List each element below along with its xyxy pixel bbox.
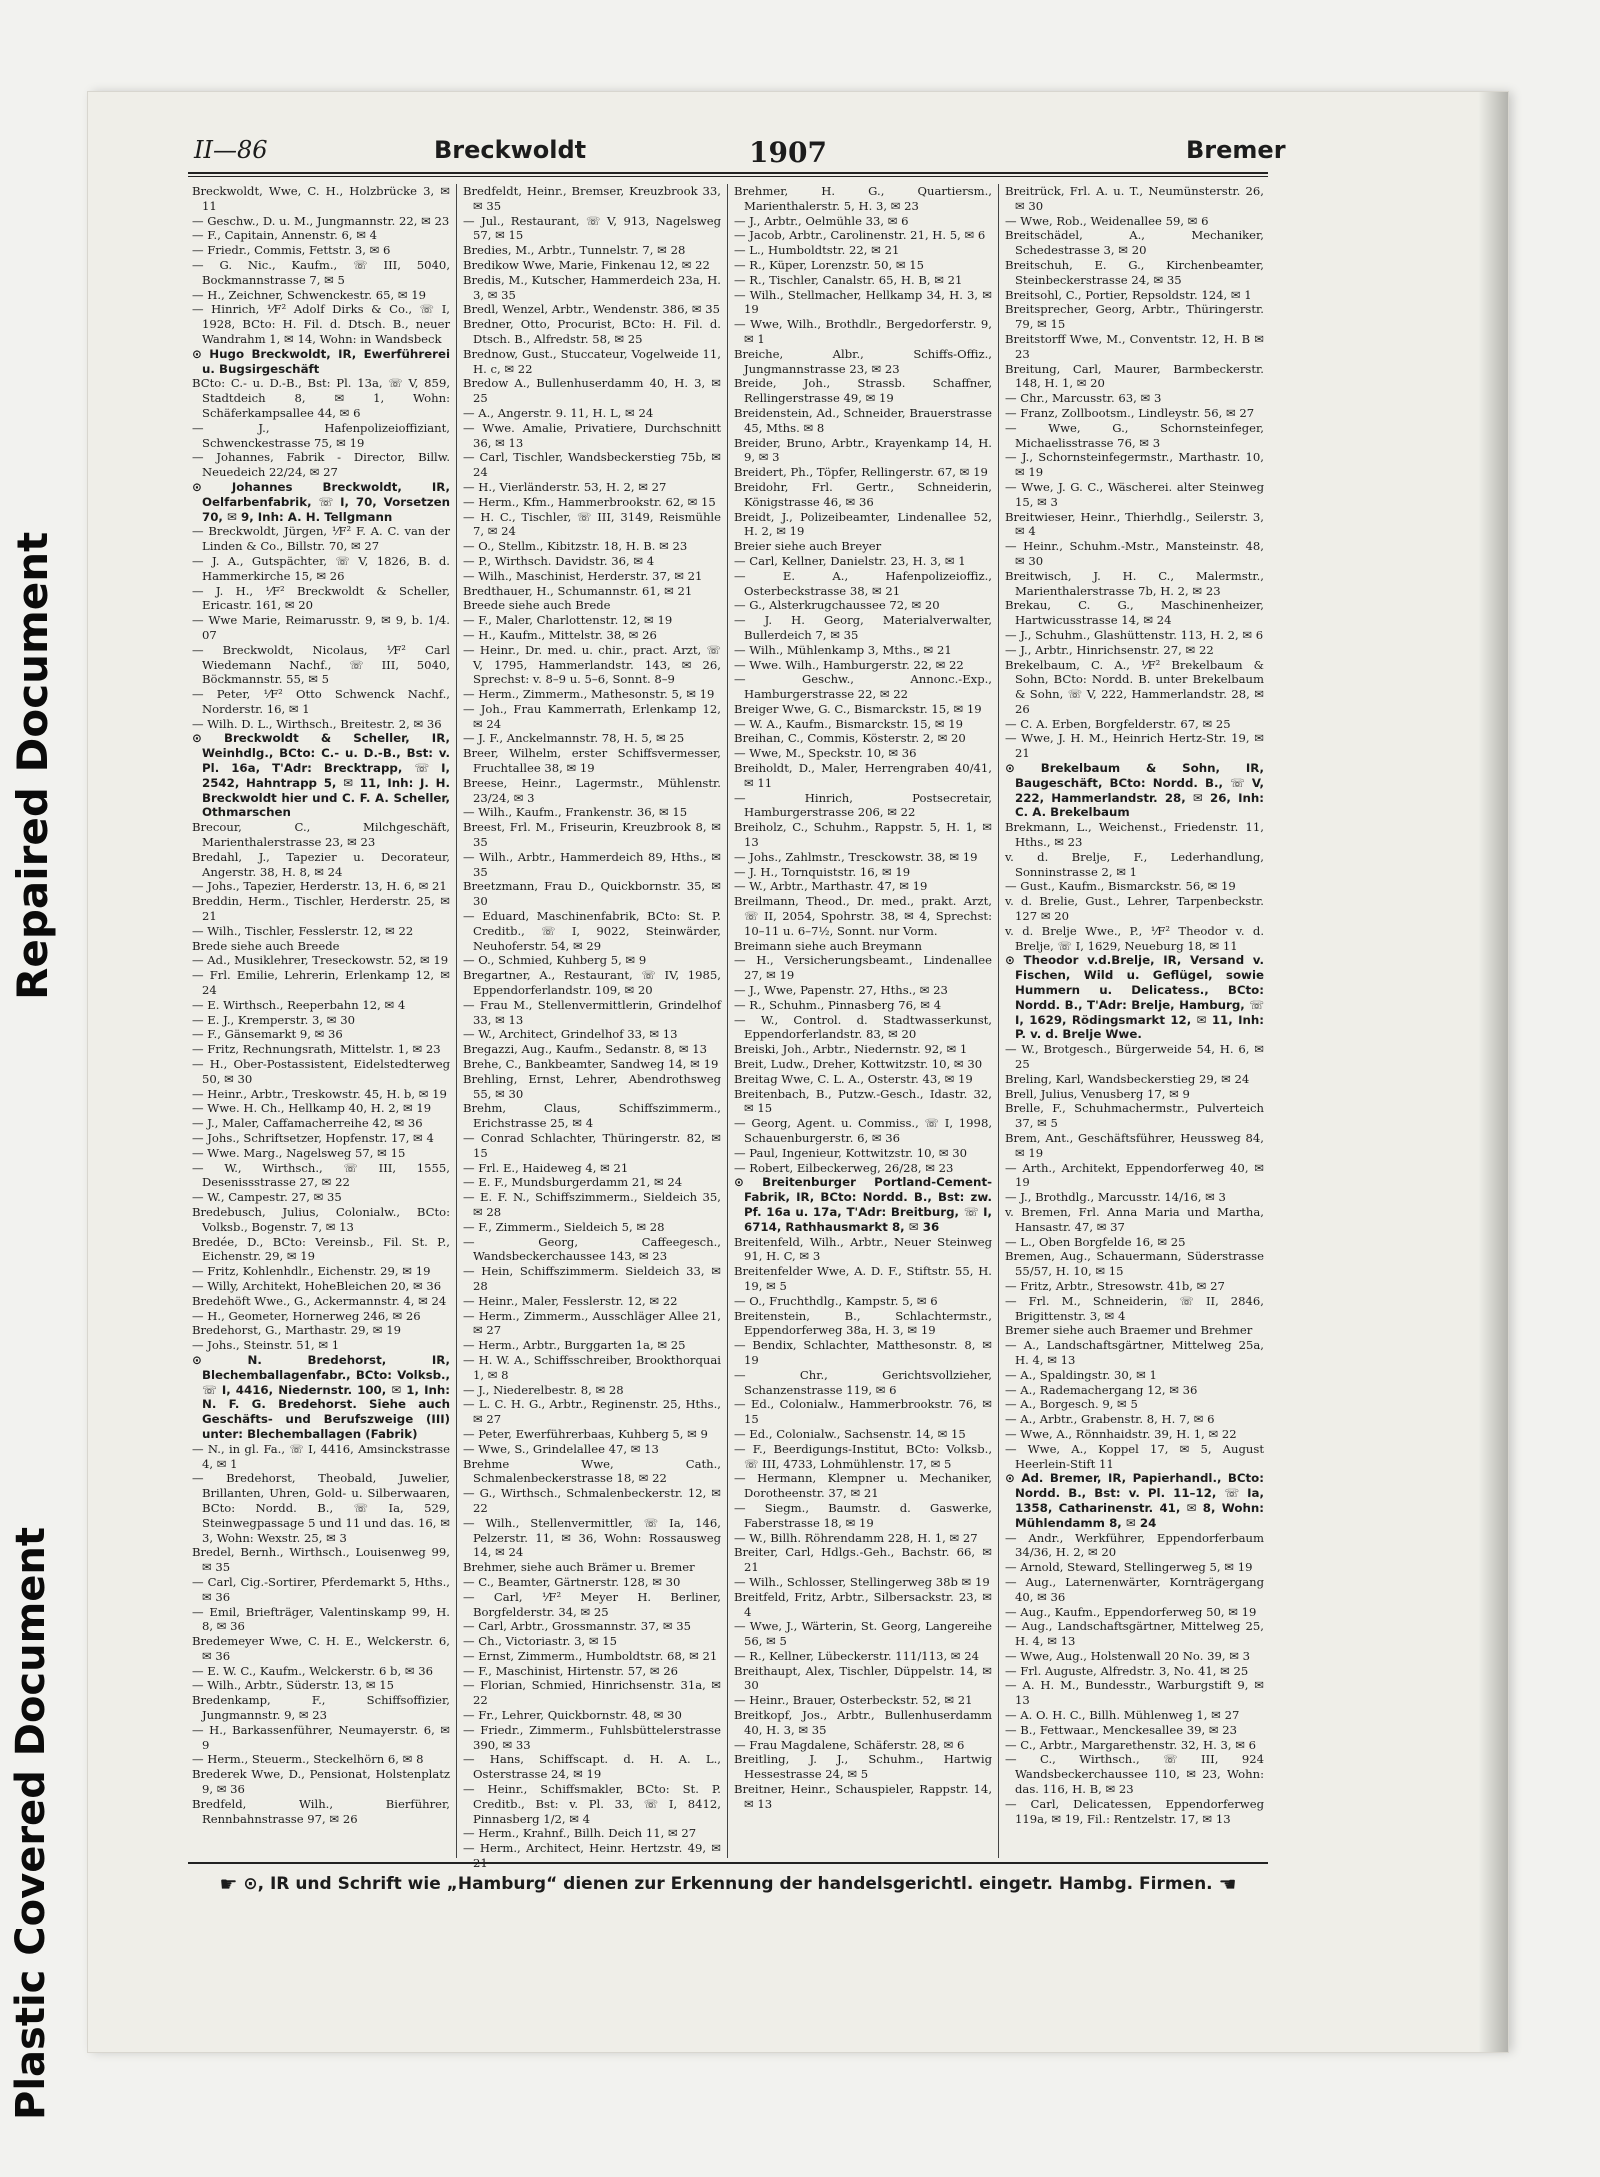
directory-entry: — Wwe, J. G. C., Wäscherei. alter Steinweg 15, ✉ 3 <box>1005 479 1264 509</box>
directory-entry: Bredée, D., BCto: Vereinsb., Fil. St. P., Eichenstr. 29, ✉ 19 <box>192 1234 450 1264</box>
directory-entry: v. d. Brelje, F., Lederhandlung, Sonninstrasse 2, ✉ 1 <box>1005 849 1264 879</box>
directory-entry: — Georg, Caffeegesch., Wandsbeckerchaussee 143, ✉ 23 <box>463 1234 721 1264</box>
directory-entry: — Wwe. Marg., Nagelsweg 57, ✉ 15 <box>192 1145 406 1160</box>
directory-entry: Bredl, Wenzel, Arbtr., Wendenstr. 386, ✉ 35 <box>463 302 721 317</box>
directory-entry: — E. Wirthsch., Reeperbahn 12, ✉ 4 <box>192 997 406 1012</box>
directory-entry: — Arnold, Steward, Stellingerweg 5, ✉ 19 <box>1005 1560 1253 1575</box>
directory-entry: — Wilh., Tischler, Fesslerstr. 12, ✉ 22 <box>192 923 414 938</box>
directory-entry: v. Bremen, Frl. Anna Maria und Martha, Hansastr. 47, ✉ 37 <box>1005 1204 1264 1234</box>
directory-entry: — H., Vierländerstr. 53, H. 2, ✉ 27 <box>463 479 667 494</box>
directory-entry: — Jacob, Arbtr., Carolinenstr. 21, H. 5, ✉ 6 <box>734 228 986 243</box>
directory-entry: Bredebusch, Julius, Colonialw., BCto: Volksb., Bogenstr. 7, ✉ 13 <box>192 1204 450 1234</box>
directory-entry: — Wwe Marie, Reimarusstr. 9, ✉ 9, b. 1/4. 07 <box>192 613 450 642</box>
directory-entry: — Conrad Schlachter, Thüringerstr. 82, ✉ 15 <box>463 1131 721 1160</box>
directory-entry: — Wwe, A., Koppel 17, ✉ 5, August Heerlein-Stift 11 <box>1005 1441 1264 1471</box>
directory-entry: — Herm., Kfm., Hammerbrookstr. 62, ✉ 15 <box>463 494 716 509</box>
directory-entry: — A., Angerstr. 9. 11, H. L, ✉ 24 <box>463 405 654 420</box>
directory-entry: — Wwe, Aug., Holstenwall 20 No. 39, ✉ 3 <box>1005 1648 1250 1663</box>
column-4 <box>999 184 1270 1858</box>
directory-entry: — Wwe, M., Speckstr. 10, ✉ 36 <box>734 746 917 761</box>
footer-rule <box>188 1862 1268 1864</box>
directory-entry: — Herm., Steuerm., Steckelhörn 6, ✉ 8 <box>192 1752 424 1767</box>
directory-entry: — Aug., Kaufm., Eppendorferweg 50, ✉ 19 <box>1005 1604 1257 1619</box>
directory-entry: v. d. Brelie, Gust., Lehrer, Tarpenbeckstr. 127 ✉ 20 <box>1005 894 1264 924</box>
directory-entry: — Wwe, G., Schornsteinfeger, Michaelisstrasse 76, ✉ 3 <box>1005 420 1264 450</box>
directory-entry: — J., Schuhm., Glashüttenstr. 113, H. 2, ✉ 6 <box>1005 627 1264 642</box>
directory-entry: — Fritz, Kohlenhdlr., Eichenstr. 29, ✉ 19 <box>192 1264 431 1279</box>
directory-entry: Brehmer, siehe auch Brämer u. Bremer <box>463 1560 695 1575</box>
directory-entry: — Herm., Zimmerm., Mathesonstr. 5, ✉ 19 <box>463 687 715 702</box>
directory-entry: — C., Wirthsch., ☏ III, 924 Wandsbeckerchaussee 110, ✉ 23, Wohn: das. 116, H. B, ✉ 23 <box>1005 1752 1264 1797</box>
directory-entry: — J. H., ⅟F² Breckwoldt & Scheller, Ericastr. 161, ✉ 20 <box>192 583 450 613</box>
directory-entry: — Wilh., Mühlenkamp 3, Mths., ✉ 21 <box>734 642 952 657</box>
directory-entry: — R., Kellner, Lübeckerstr. 111/113, ✉ 24 <box>734 1648 979 1663</box>
directory-entry: — Geschw., D. u. M., Jungmannstr. 22, ✉ 23 <box>192 213 450 228</box>
directory-entry: — Johs., Zahlmstr., Tresckowstr. 38, ✉ 19 <box>734 849 978 864</box>
directory-entry: — E. J., Kremperstr. 3, ✉ 30 <box>192 1012 355 1027</box>
directory-entry: — P., Wirthsch. Davidstr. 36, ✉ 4 <box>463 553 655 568</box>
directory-entry: — Ed., Colonialw., Sachsenstr. 14, ✉ 15 <box>734 1426 966 1441</box>
pointing-hand-left-icon: ☚ <box>1218 1872 1237 1896</box>
directory-entry: — J., Hafenpolizeioffiziant, Schwenckestrasse 75, ✉ 19 <box>192 420 450 450</box>
directory-entry: — Frl. E., Haideweg 4, ✉ 21 <box>463 1160 629 1175</box>
directory-entry: Brehm, Claus, Schiffszimmerm., Erichstrasse 25, ✉ 4 <box>463 1101 721 1131</box>
directory-entry: Breider, Bruno, Arbtr., Krayenkamp 14, H. 9, ✉ 3 <box>734 435 992 465</box>
directory-entry: — J., Maler, Caffamacherreihe 42, ✉ 36 <box>192 1116 423 1131</box>
directory-entry: — Wilh., Kaufm., Frankenstr. 36, ✉ 15 <box>463 805 688 820</box>
directory-entry: — Wilh., Schlosser, Stellingerweg 38b ✉ 19 <box>734 1574 990 1589</box>
directory-entry: — Carl, Delicatessen, Eppendorferweg 119a, ✉ 19, Fil.: Rentzelstr. 17, ✉ 13 <box>1005 1796 1264 1826</box>
directory-entry: — Carl, Cig.-Sortirer, Pferdemarkt 5, Hths., ✉ 36 <box>192 1574 450 1604</box>
directory-entry: — J., Schornsteinfegermstr., Marthastr. 10, ✉ 19 <box>1005 450 1264 480</box>
directory-entry: Bredfeldt, Heinr., Bremser, Kreuzbrook 33, ✉ 35 <box>463 184 721 213</box>
directory-entry: Breddin, Herm., Tischler, Herderstr. 25, ✉ 21 <box>192 894 450 924</box>
header-last-name: Bremer <box>1186 136 1286 164</box>
directory-entry: — J., Arbtr., Hinrichsenstr. 27, ✉ 22 <box>1005 642 1214 657</box>
directory-entry: — Wwe. Wilh., Hamburgerstr. 22, ✉ 22 <box>734 657 964 672</box>
directory-entry: — Johs., Steinstr. 51, ✉ 1 <box>192 1338 340 1353</box>
directory-entry: — Heinr., Maler, Fesslerstr. 12, ✉ 22 <box>463 1293 678 1308</box>
directory-entry: ⊙ Breitenburger Portland-Cement-Fabrik, IR, BCto: Nordd. B., Bst: zw. Pf. 16a u. 17a, T'Adr: Breitburg, ☏ I, 6714, Rathhausmarkt 8, ✉ 36 <box>734 1175 992 1234</box>
directory-entry: Brell, Julius, Venusberg 17, ✉ 9 <box>1005 1086 1190 1101</box>
directory-entry: — Wilh., Stellmacher, Hellkamp 34, H. 3, ✉ 19 <box>734 287 992 317</box>
directory-entry: — Wwe, A., Rönnhaidstr. 39, H. 1, ✉ 22 <box>1005 1426 1237 1441</box>
directory-entry: Breitenfeld, Wilh., Arbtr., Neuer Steinweg 91, H. C, ✉ 3 <box>734 1234 992 1264</box>
directory-entry: Breitwisch, J. H. C., Malermstr., Marienthalerstrasse 7b, H. 2, ✉ 23 <box>1005 568 1264 598</box>
directory-entry: — Chr., Gerichtsvollzieher, Schanzenstrasse 119, ✉ 6 <box>734 1367 992 1397</box>
directory-entry: Breimann siehe auch Breymann <box>734 938 923 953</box>
directory-entry: Breitkopf, Jos., Arbtr., Bullenhuserdamm 40, H. 3, ✉ 35 <box>734 1708 992 1737</box>
directory-entry: ⊙ Hugo Breckwoldt, IR, Ewerführerei u. Bugsirgeschäft <box>192 346 450 376</box>
directory-entry: — Bredehorst, Theobald, Juwelier, Brillanten, Uhren, Gold- u. Silberwaaren, BCto: Nordd. B., ☏ Ia, 529, Steinwegpassage 5 und 11 und das. 16, ✉ 3, Wohn: Wexstr. 25, ✉ 3 <box>192 1471 450 1545</box>
directory-entry: — Friedr., Commis, Fettstr. 3, ✉ 6 <box>192 243 391 258</box>
directory-entry: ⊙ Brekelbaum & Sohn, IR, Baugeschäft, BCto: Nordd. B., ☏ V, 222, Hammerlandstr. 28, ✉ 26, Inh: C. A. Brekelbaum <box>1005 761 1264 820</box>
directory-entry: — H., Barkassenführer, Neumayerstr. 6, ✉ 9 <box>192 1722 450 1752</box>
directory-entry: — Heinr., Brauer, Osterbeckstr. 52, ✉ 21 <box>734 1693 973 1708</box>
directory-entry: — F., Gänsemarkt 9, ✉ 36 <box>192 1027 343 1042</box>
directory-entry: Breckwoldt, Wwe, C. H., Holzbrücke 3, ✉ 11 <box>192 184 450 213</box>
directory-entry: Bredis, M., Kutscher, Hammerdeich 23a, H. 3, ✉ 35 <box>463 272 721 302</box>
directory-entry: — Frau Magdalene, Schäferstr. 28, ✉ 6 <box>734 1737 965 1752</box>
directory-entry: Bremen, Aug., Schauermann, Süderstrasse 55/57, H. 10, ✉ 15 <box>1005 1249 1264 1279</box>
directory-entry: — A. H. M., Bundesstr., Warburgstift 9, ✉ 13 <box>1005 1678 1264 1708</box>
directory-entry: Breitag Wwe, C. L. A., Osterstr. 43, ✉ 19 <box>734 1071 973 1086</box>
directory-entry: — Hinrich, Postsecretair, Hamburgerstrasse 206, ✉ 22 <box>734 790 992 820</box>
directory-entry: — Hinrich, ⅟F² Adolf Dirks & Co., ☏ I, 1928, BCto: H. Fil. d. Dtsch. B., neuer Wandrahm 1, ✉ 14, Wohn: in Wandsbeck <box>192 302 450 346</box>
directory-entry: — A., Borgesch. 9, ✉ 5 <box>1005 1397 1138 1412</box>
header-rule <box>188 172 1268 174</box>
directory-entry: — Fritz, Arbtr., Stresowstr. 41b, ✉ 27 <box>1005 1278 1225 1293</box>
directory-entry: — W., Arbtr., Marthastr. 47, ✉ 19 <box>734 879 928 894</box>
directory-entry: Bredow A., Bullenhuserdamm 40, H. 3, ✉ 25 <box>463 376 721 406</box>
directory-entry: Breiski, Joh., Arbtr., Niedernstr. 92, ✉ 1 <box>734 1042 968 1057</box>
directory-entry: BCto: C.- u. D.-B., Bst: Pl. 13a, ☏ V, 859, Stadtdeich 8, ✉ 1, Wohn: Schäferkampsallee 44, ✉ 6 <box>192 376 450 420</box>
directory-entry: Breest, Frl. M., Friseurin, Kreuzbrook 8, ✉ 35 <box>463 820 721 850</box>
directory-entry: — J., Niederelbestr. 8, ✉ 28 <box>463 1382 624 1397</box>
directory-entry: — L., Humboldtstr. 22, ✉ 21 <box>734 243 900 258</box>
directory-entry: — Wilh., Arbtr., Süderstr. 13, ✉ 15 <box>192 1678 395 1693</box>
directory-entry: ⊙ Johannes Breckwoldt, IR, Oelfarbenfabrik, ☏ I, 70, Vorsetzen 70, ✉ 9, Inh: A. H. Tellgmann <box>192 479 450 524</box>
directory-entry: — H., Versicherungsbeamt., Lindenallee 27, ✉ 19 <box>734 953 992 983</box>
directory-entry: — G., Wirthsch., Schmalenbeckerstr. 12, ✉ 22 <box>463 1486 721 1515</box>
directory-entry: Brehe, C., Bankbeamter, Sandweg 14, ✉ 19 <box>463 1057 719 1072</box>
directory-entry: — Peter, ⅟F² Otto Schwenck Nachf., Norderstr. 16, ✉ 1 <box>192 687 450 716</box>
directory-entry: — Geschw., Annonc.-Exp., Hamburgerstrasse 22, ✉ 22 <box>734 672 992 702</box>
directory-entry: — Wilh., Arbtr., Hammerdeich 89, Hths., ✉ 35 <box>463 849 721 879</box>
directory-entry: — Heinr., Dr. med. u. chir., pract. Arzt, ☏ V, 1795, Hammerlandstr. 143, ✉ 26, Sprechst: v. 8–9 u. 5–6, Sonnt. 8–9 <box>463 642 721 687</box>
directory-entry: Breiter, Carl, Hdlgs.-Geh., Bachstr. 66, ✉ 21 <box>734 1545 992 1575</box>
directory-entry: — G., Alsterkrugchaussee 72, ✉ 20 <box>734 598 940 613</box>
directory-entry: — Breckwoldt, Jürgen, ⅟F² F. A. C. van der Linden & Co., Billstr. 70, ✉ 27 <box>192 524 450 554</box>
directory-entry: Breitner, Heinr., Schauspieler, Rappstr. 14, ✉ 13 <box>734 1782 992 1811</box>
directory-entry: — Gust., Kaufm., Bismarckstr. 56, ✉ 19 <box>1005 879 1236 894</box>
directory-entry: ⊙ Ad. Bremer, IR, Papierhandl., BCto: Nordd. B., Bst: v. Pl. 11–12, ☏ Ia, 1358, Catharinenstr. 41, ✉ 8, Wohn: Mühlendamm 8, ✉ 24 <box>1005 1471 1264 1530</box>
directory-entry: Bregazzi, Aug., Kaufm., Sedanstr. 8, ✉ 13 <box>463 1042 708 1057</box>
directory-entry: — Peter, Ewerführerbaas, Kuhberg 5, ✉ 9 <box>463 1426 708 1441</box>
directory-entry: — A., Landschaftsgärtner, Mittelweg 25a, H. 4, ✉ 13 <box>1005 1338 1264 1367</box>
directory-entry: Breidenstein, Ad., Schneider, Brauerstrasse 45, Mths. ✉ 8 <box>734 405 992 435</box>
directory-entry: — L. C. H. G., Arbtr., Reginenstr. 25, Hths., ✉ 27 <box>463 1397 721 1427</box>
directory-entry: — Wwe, S., Grindelallee 47, ✉ 13 <box>463 1441 659 1456</box>
directory-entry: — Wwe, Rob., Weidenallee 59, ✉ 6 <box>1005 213 1209 228</box>
directory-entry: — F., Capitain, Annenstr. 6, ✉ 4 <box>192 228 378 243</box>
directory-entry: — Aug., Landschaftsgärtner, Mittelweg 25, H. 4, ✉ 13 <box>1005 1619 1264 1649</box>
directory-entry: — Carl, Kellner, Danielstr. 23, H. 3, ✉ 1 <box>734 553 966 568</box>
directory-entry: — Fritz, Rechnungsrath, Mittelstr. 1, ✉ 23 <box>192 1042 441 1057</box>
directory-entry: — A., Arbtr., Grabenstr. 8, H. 7, ✉ 6 <box>1005 1412 1215 1427</box>
directory-entry: v. d. Brelje Wwe., P., ⅟F² Theodor v. d. Brelje, ☏ I, 1629, Neueburg 18, ✉ 11 <box>1005 923 1264 953</box>
repaired-document-label: Repaired Document <box>8 531 57 1000</box>
directory-entry: — H. C., Tischler, ☏ III, 3149, Reismühle 7, ✉ 24 <box>463 509 721 539</box>
directory-entry: — J., Arbtr., Oelmühle 33, ✉ 6 <box>734 213 909 228</box>
directory-entry: Brekelbaum, C. A., ⅟F² Brekelbaum & Sohn, BCto: Nordd. B. unter Brekelbaum & Sohn, ☏ V, 222, Hammerlandstr. 28, ✉ 26 <box>1005 657 1264 716</box>
directory-entry: Breithaupt, Alex, Tischler, Düppelstr. 14, ✉ 30 <box>734 1663 992 1693</box>
directory-entry: — J., Brothdlg., Marcusstr. 14/16, ✉ 3 <box>1005 1190 1226 1205</box>
directory-entry: — Friedr., Zimmerm., Fuhlsbüttelerstrasse 390, ✉ 33 <box>463 1722 721 1752</box>
directory-entry: Bredahl, J., Tapezier u. Decorateur, Angerstr. 38, H. 8, ✉ 24 <box>192 849 450 879</box>
column-3 <box>728 184 999 1858</box>
header-rule-thin <box>188 176 1268 177</box>
directory-entry: — Heinr., Arbtr., Treskowstr. 45, H. b, ✉ 19 <box>192 1086 447 1101</box>
directory-entry: — Johs., Tapezier, Herderstr. 13, H. 6, ✉ 21 <box>192 879 447 894</box>
directory-entry: — Ernst, Zimmerm., Humboldtstr. 68, ✉ 21 <box>463 1648 718 1663</box>
directory-entry: Bredemeyer Wwe, C. H. E., Welckerstr. 6, ✉ 36 <box>192 1634 450 1663</box>
directory-entry: Breitsohl, C., Portier, Repsoldstr. 124, ✉ 1 <box>1005 287 1252 302</box>
directory-entry: — Herm., Zimmerm., Ausschläger Allee 21, ✉ 27 <box>463 1308 721 1338</box>
directory-entry: Breling, Karl, Wandsbeckerstieg 29, ✉ 24 <box>1005 1071 1250 1086</box>
directory-entry: ⊙ N. Bredehorst, IR, Blechemballagenfabr., BCto: Volksb., ☏ I, 4416, Niedernstr. 100, ✉ 1, Inh: N. F. G. Bredehorst. Siehe auch Geschäfts- und Berufszweige (III) unter: Blechemballagen (Fabrik) <box>192 1352 450 1441</box>
directory-entry: — R., Küper, Lorenzstr. 50, ✉ 15 <box>734 257 925 272</box>
directory-entry: Breiche, Albr., Schiffs-Offiz., Jungmannstrasse 23, ✉ 23 <box>734 346 992 376</box>
directory-entry: — Wilh., Maschinist, Herderstr. 37, ✉ 21 <box>463 568 703 583</box>
directory-entry: Breitung, Carl, Maurer, Barmbeckerstr. 148, H. 1, ✉ 20 <box>1005 361 1264 391</box>
directory-entry: — Hans, Schiffscapt. d. H. A. L., Osterstrasse 24, ✉ 19 <box>463 1752 721 1782</box>
directory-entry: — F., Maschinist, Hirtenstr. 57, ✉ 26 <box>463 1663 678 1678</box>
directory-entry: — Hermann, Klempner u. Mechaniker, Dorotheenstr. 37, ✉ 21 <box>734 1471 992 1501</box>
directory-entry: Breier siehe auch Breyer <box>734 539 882 554</box>
directory-entry: Bredehöft Wwe., G., Ackermannstr. 4, ✉ 24 <box>192 1293 447 1308</box>
directory-entry: — Johs., Schriftsetzer, Hopfenstr. 17, ✉ 4 <box>192 1131 434 1145</box>
directory-entry: Breitsprecher, Georg, Arbtr., Thüringerstr. 79, ✉ 15 <box>1005 302 1264 332</box>
directory-entry: — Chr., Marcusstr. 63, ✉ 3 <box>1005 391 1162 406</box>
directory-entry: Bredthauer, H., Schumannstr. 61, ✉ 21 <box>463 583 693 598</box>
directory-entry: Bredenkamp, F., Schiffsoffizier, Jungmannstr. 9, ✉ 23 <box>192 1693 450 1723</box>
directory-entry: Brehling, Ernst, Lehrer, Abendrothsweg 55, ✉ 30 <box>463 1071 721 1101</box>
directory-entry: Brednow, Gust., Stuccateur, Vogelweide 11, H. c, ✉ 22 <box>463 346 721 376</box>
directory-entry: — Paul, Ingenieur, Kottwitzstr. 10, ✉ 30 <box>734 1145 968 1160</box>
header-first-name: Breckwoldt <box>434 136 587 164</box>
directory-entry: Breitschädel, A., Mechaniker, Schedestrasse 3, ✉ 20 <box>1005 228 1264 258</box>
directory-entry: Breit, Ludw., Dreher, Kottwitzstr. 10, ✉ 30 <box>734 1057 983 1072</box>
directory-entry: — Georg, Agent. u. Commiss., ☏ I, 1998, Schauenburgerstr. 6, ✉ 36 <box>734 1116 992 1145</box>
directory-entry: — Andr., Werkführer, Eppendorferbaum 34/36, H. 2, ✉ 20 <box>1005 1530 1264 1560</box>
directory-entry: Breitenbach, B., Putzw.-Gesch., Idastr. 32, ✉ 15 <box>734 1086 992 1116</box>
directory-entry: — H., Zeichner, Schwenckestr. 65, ✉ 19 <box>192 287 427 302</box>
page-number: II—86 <box>194 136 268 164</box>
directory-entry: — F., Maler, Charlottenstr. 12, ✉ 19 <box>463 613 673 628</box>
directory-entry: — H. W. A., Schiffsschreiber, Brookthorquai 1, ✉ 8 <box>463 1352 721 1382</box>
directory-entry: — J. F., Anckelmannstr. 78, H. 5, ✉ 25 <box>463 731 685 746</box>
directory-entry: — Frl. M., Schneiderin, ☏ II, 2846, Brigittenstr. 3, ✉ 4 <box>1005 1293 1264 1323</box>
directory-entry: — Wwe. Amalie, Privatiere, Durchschnitt 36, ✉ 13 <box>463 420 721 450</box>
directory-entry: — J., Wwe, Papenstr. 27, Hths., ✉ 23 <box>734 983 948 998</box>
directory-entry: — J. H. Georg, Materialverwalter, Bullerdeich 7, ✉ 35 <box>734 613 992 642</box>
directory-entry: Breitenstein, B., Schlachtermstr., Eppendorferweg 38a, H. 3, ✉ 19 <box>734 1308 992 1338</box>
directory-entry: Breese, Heinr., Lagermstr., Mühlenstr. 23/24, ✉ 3 <box>463 775 721 805</box>
directory-entry: — O., Fruchthdlg., Kampstr. 5, ✉ 6 <box>734 1293 938 1308</box>
directory-entry: — Herm., Krahnf., Billh. Deich 11, ✉ 27 <box>463 1826 697 1841</box>
directory-entry: — Carl, ⅟F² Meyer H. Berliner, Borgfelderstr. 34, ✉ 25 <box>463 1589 721 1619</box>
directory-entry: Bredfeld, Wilh., Bierführer, Rennbahnstrasse 97, ✉ 26 <box>192 1796 450 1826</box>
directory-entry: — Ad., Musiklehrer, Treseckowstr. 52, ✉ 19 <box>192 953 449 968</box>
directory-entry: — Frl. Auguste, Alfredstr. 3, No. 41, ✉ 25 <box>1005 1663 1249 1678</box>
directory-entry: — Ch., Victoriastr. 3, ✉ 15 <box>463 1634 617 1649</box>
page-footer <box>188 1872 1268 1902</box>
directory-entry: — Bendix, Schlachter, Matthesonstr. 8, ✉ 19 <box>734 1338 992 1367</box>
directory-entry: Brede siehe auch Breede <box>192 938 340 953</box>
directory-entry: Breiholz, C., Schuhm., Rappstr. 5, H. 1, ✉ 13 <box>734 820 992 850</box>
directory-entry: — Wwe, Wilh., Brothdlr., Bergedorferstr. 9, ✉ 1 <box>734 317 992 346</box>
directory-entry: — E. F., Mundsburgerdamm 21, ✉ 24 <box>463 1175 683 1190</box>
directory-entry: — Wwe, J., Wärterin, St. Georg, Langereihe 56, ✉ 5 <box>734 1619 992 1649</box>
directory-entry: — Aug., Laternenwärter, Kornträgergang 40, ✉ 36 <box>1005 1574 1264 1604</box>
directory-entry: Bredies, M., Arbtr., Tunnelstr. 7, ✉ 28 <box>463 243 686 258</box>
directory-entry: — N., in gl. Fa., ☏ I, 4416, Amsinckstrasse 4, ✉ 1 <box>192 1441 450 1471</box>
directory-entry: Breer, Wilhelm, erster Schiffsvermesser, Fruchtallee 38, ✉ 19 <box>463 746 721 776</box>
directory-entry: — H., Geometer, Hornerweg 246, ✉ 26 <box>192 1308 421 1323</box>
directory-columns <box>186 184 1270 1858</box>
directory-entry: Breitstorff Wwe, M., Conventstr. 12, H. B ✉ 23 <box>1005 331 1264 361</box>
directory-entry: — F., Beerdigungs-Institut, BCto: Volksb., ☏ III, 4733, Lohmühlenstr. 17, ✉ 5 <box>734 1441 992 1471</box>
directory-entry: Brem, Ant., Geschäftsführer, Heussweg 84, ✉ 19 <box>1005 1131 1264 1160</box>
directory-entry: Breiholdt, D., Maler, Herrengraben 40/41, ✉ 11 <box>734 761 992 790</box>
column-1 <box>186 184 457 1858</box>
directory-entry: Breitwieser, Heinr., Thierhdlg., Seilerstr. 3, ✉ 4 <box>1005 509 1264 539</box>
directory-entry: — Heinr., Schuhm.-Mstr., Mansteinstr. 48, ✉ 30 <box>1005 539 1264 568</box>
directory-entry: Brekau, C. G., Maschinenheizer, Hartwicusstrasse 14, ✉ 24 <box>1005 598 1264 628</box>
directory-entry: Breede siehe auch Brede <box>463 598 611 613</box>
directory-entry: — E. F. N., Schiffszimmerm., Sieldeich 35, ✉ 28 <box>463 1190 721 1219</box>
directory-entry: Breitling, J. J., Schuhm., Hartwig Hessestrasse 24, ✉ 5 <box>734 1752 992 1782</box>
directory-entry: Brehme Wwe, Cath., Schmalenbeckerstrasse 18, ✉ 22 <box>463 1456 721 1486</box>
directory-entry: — Willy, Architekt, HoheBleichen 20, ✉ 36 <box>192 1278 442 1293</box>
directory-entry: Bredel, Bernh., Wirthsch., Louisenweg 99, ✉ 35 <box>192 1545 450 1575</box>
directory-entry: — Frl. Emilie, Lehrerin, Erlenkamp 12, ✉ 24 <box>192 968 450 998</box>
directory-entry: — Eduard, Maschinenfabrik, BCto: St. P. Creditb., ☏ I, 9022, Steinwärder, Neuhoferstr. 54, ✉ 29 <box>463 909 721 953</box>
directory-entry: Breidt, J., Polizeibeamter, Lindenallee 52, H. 2, ✉ 19 <box>734 509 992 539</box>
directory-entry: — E. W. C., Kaufm., Welckerstr. 6 b, ✉ 36 <box>192 1663 433 1678</box>
directory-entry: — W., Campestr. 27, ✉ 35 <box>192 1190 342 1205</box>
directory-entry: — C., Arbtr., Margarethenstr. 32, H. 3, ✉ 6 <box>1005 1737 1257 1752</box>
directory-entry: — C. A. Erben, Borgfelderstr. 67, ✉ 25 <box>1005 716 1231 731</box>
directory-entry: — Florian, Schmied, Hinrichsenstr. 31a, ✉ 22 <box>463 1678 721 1708</box>
directory-entry: — Jul., Restaurant, ☏ V, 913, Nagelsweg 57, ✉ 15 <box>463 213 721 243</box>
directory-entry: — Breckwoldt, Nicolaus, ⅟F² Carl Wiedemann Nachf., ☏ III, 5040, Böckmannstr. 55, ✉ 5 <box>192 642 450 687</box>
directory-entry: — A., Rademachergang 12, ✉ 36 <box>1005 1382 1198 1397</box>
page-edge-shadow <box>1478 92 1508 2052</box>
directory-entry: Breilmann, Theod., Dr. med., prakt. Arzt, ☏ II, 2054, Spohrstr. 38, ✉ 4, Sprechst: 10–11 u. 6–7½, Sonnt. nur Vorm. <box>734 894 992 938</box>
directory-entry: — Herm., Arbtr., Burggarten 1a, ✉ 25 <box>463 1338 686 1353</box>
directory-entry: Breitrück, Frl. A. u. T., Neumünsterstr. 26, ✉ 30 <box>1005 184 1264 213</box>
directory-entry: Bredehorst, G., Marthastr. 29, ✉ 19 <box>192 1323 401 1338</box>
directory-entry: — Siegm., Baumstr. d. Gaswerke, Faberstrasse 18, ✉ 19 <box>734 1500 992 1530</box>
directory-entry: Breetzmann, Frau D., Quickbornstr. 35, ✉ 30 <box>463 879 721 909</box>
directory-entry: — Hein, Schiffszimmerm. Sieldeich 33, ✉ 28 <box>463 1264 721 1293</box>
header-year: 1907 <box>749 136 827 169</box>
directory-entry: — R., Tischler, Canalstr. 65, H. B, ✉ 21 <box>734 272 963 287</box>
directory-entry: — Johannes, Fabrik - Director, Billw. Neuedeich 22/24, ✉ 27 <box>192 450 450 480</box>
directory-entry: Brehmer, H. G., Quartiersm., Marienthalerstr. 5, H. 3, ✉ 23 <box>734 184 992 213</box>
directory-entry: — Emil, Briefträger, Valentinskamp 99, H. 8, ✉ 36 <box>192 1604 450 1634</box>
directory-entry: — Wilh., Stellenvermittler, ☏ Ia, 146, Pelzerstr. 11, ✉ 36, Wohn: Rossausweg 14, ✉ 24 <box>463 1515 721 1560</box>
directory-entry: Breitenfelder Wwe, A. D. F., Stiftstr. 55, H. 19, ✉ 5 <box>734 1264 992 1293</box>
directory-entry: Bredikow Wwe, Marie, Finkenau 12, ✉ 22 <box>463 257 710 272</box>
directory-entry: Breidert, Ph., Töpfer, Rellingerstr. 67, ✉ 19 <box>734 465 988 480</box>
directory-entry: — W., Control. d. Stadtwasserkunst, Eppendorferlandstr. 83, ✉ 20 <box>734 1012 992 1042</box>
directory-entry: — Wilh. D. L., Wirthsch., Breitestr. 2, ✉ 36 <box>192 716 442 731</box>
directory-entry: — O., Stellm., Kibitzstr. 18, H. B. ✉ 23 <box>463 539 688 554</box>
directory-entry: — Heinr., Schiffsmakler, BCto: St. P. Creditb., Bst: v. Pl. 33, ☏ I, 8412, Pinnasberg 1/2, ✉ 4 <box>463 1782 721 1826</box>
directory-entry: Brelle, F., Schuhmachermstr., Pulverteich 37, ✉ 5 <box>1005 1101 1264 1131</box>
directory-entry: ⊙ Breckwoldt & Scheller, IR, Weinhdlg., BCto: C.- u. D.-B., Bst: v. Pl. 16a, T'Adr: Brecktrapp, ☏ I, 2542, Hahntrapp 5, ✉ 11, Inh: J. H. Breckwoldt hier und C. F. A. Scheller, Othmarschen <box>192 731 450 820</box>
directory-entry: — A., Spaldingstr. 30, ✉ 1 <box>1005 1367 1157 1382</box>
directory-entry: ⊙ Theodor v.d.Brelje, IR, Versand v. Fischen, Wild u. Geflügel, sowie Hummern u. Delicatess., BCto: Nordd. B., T'Adr: Brelje, Hamburg, ☏ I, 1629, Rödingsmarkt 12, ✉ 11, Inh: P. v. d. Brelje Wwe. <box>1005 953 1264 1042</box>
column-2 <box>457 184 728 1858</box>
directory-entry: — Wwe, J. H. M., Heinrich Hertz-Str. 19, ✉ 21 <box>1005 731 1264 761</box>
directory-entry: Bremer siehe auch Braemer und Brehmer <box>1005 1323 1253 1338</box>
directory-entry: — E. A., Hafenpolizeioffiz., Osterbeckstrasse 38, ✉ 21 <box>734 568 992 598</box>
directory-entry: Brederek Wwe, D., Pensionat, Holstenplatz 9, ✉ 36 <box>192 1767 450 1797</box>
directory-entry: Breide, Joh., Strassb. Schaffner, Rellingerstrasse 49, ✉ 19 <box>734 376 992 406</box>
directory-entry: Bredner, Otto, Procurist, BCto: H. Fil. d. Dtsch. B., Alfredstr. 58, ✉ 25 <box>463 317 721 346</box>
directory-entry: — Ed., Colonialw., Hammerbrookstr. 76, ✉ 15 <box>734 1397 992 1427</box>
directory-entry: — O., Schmied, Kuhberg 5, ✉ 9 <box>463 953 647 968</box>
directory-entry: — W., Architect, Grindelhof 33, ✉ 13 <box>463 1027 678 1042</box>
directory-entry: — F., Zimmerm., Sieldeich 5, ✉ 28 <box>463 1219 665 1234</box>
directory-entry: Breiger Wwe, G. C., Bismarckstr. 15, ✉ 19 <box>734 701 982 716</box>
directory-entry: — W., Brotgesch., Bürgerweide 54, H. 6, ✉ 25 <box>1005 1042 1264 1072</box>
directory-entry: — Frau M., Stellenvermittlerin, Grindelhof 33, ✉ 13 <box>463 997 721 1027</box>
directory-entry: — J. A., Gutspächter, ☏ V, 1826, B. d. Hammerkirche 15, ✉ 26 <box>192 553 450 583</box>
directory-entry: — H., Kaufm., Mittelstr. 38, ✉ 26 <box>463 627 657 642</box>
directory-entry: — Joh., Frau Kammerrath, Erlenkamp 12, ✉ 24 <box>463 701 721 731</box>
directory-entry: Brecour, C., Milchgeschäft, Marienthalerstrasse 23, ✉ 23 <box>192 820 450 850</box>
directory-entry: Bregartner, A., Restaurant, ☏ IV, 1985, Eppendorferlandstr. 109, ✉ 20 <box>463 968 721 998</box>
directory-entry: — W., Wirthsch., ☏ III, 1555, Desenissstrasse 27, ✉ 22 <box>192 1160 450 1190</box>
pointing-hand-right-icon: ☛ <box>219 1872 238 1896</box>
directory-entry: Brekmann, L., Weichenst., Friedenstr. 11, Hths., ✉ 23 <box>1005 820 1264 850</box>
plastic-covered-document-label: Plastic Covered Document <box>8 1526 54 2120</box>
directory-entry: — W., Billh. Röhrendamm 228, H. 1, ✉ 27 <box>734 1530 978 1545</box>
footer-note: ⊙, IR und Schrift wie „Hamburg“ dienen zur Erkennung der handelsgerichtl. eingetr. Hambg. Firmen. <box>243 1874 1213 1894</box>
directory-page <box>88 92 1508 2052</box>
directory-entry: — Arth., Architekt, Eppendorferweg 40, ✉ 19 <box>1005 1160 1264 1190</box>
directory-entry: Breitschuh, E. G., Kirchenbeamter, Steinbeckerstrasse 24, ✉ 35 <box>1005 257 1264 287</box>
directory-entry: Breihan, C., Commis, Kösterstr. 2, ✉ 20 <box>734 731 966 746</box>
directory-entry: — W. A., Kaufm., Bismarckstr. 15, ✉ 19 <box>734 716 964 731</box>
directory-entry: — G. Nic., Kaufm., ☏ III, 5040, Bockmannstrasse 7, ✉ 5 <box>192 257 450 287</box>
directory-entry: — Fr., Lehrer, Quickbornstr. 48, ✉ 30 <box>463 1708 682 1723</box>
directory-entry: — L., Oben Borgfelde 16, ✉ 25 <box>1005 1234 1186 1249</box>
directory-entry: — Carl, Arbtr., Grossmannstr. 37, ✉ 35 <box>463 1619 692 1634</box>
directory-entry: — C., Beamter, Gärtnerstr. 128, ✉ 30 <box>463 1574 681 1589</box>
directory-entry: — R., Schuhm., Pinnasberg 76, ✉ 4 <box>734 997 942 1012</box>
directory-entry: — Franz, Zollbootsm., Lindleystr. 56, ✉ 27 <box>1005 405 1255 420</box>
directory-entry: Breidohr, Frl. Gertr., Schneiderin, Königstrasse 46, ✉ 36 <box>734 479 992 509</box>
directory-entry: — Wwe. H. Ch., Hellkamp 40, H. 2, ✉ 19 <box>192 1101 432 1116</box>
directory-entry: — B., Fettwaar., Menckesallee 39, ✉ 23 <box>1005 1722 1238 1737</box>
directory-entry: Breitfeld, Fritz, Arbtr., Silbersackstr. 23, ✉ 4 <box>734 1589 992 1619</box>
directory-entry: — Carl, Tischler, Wandsbeckerstieg 75b, ✉ 24 <box>463 450 721 480</box>
directory-entry: — A. O. H. C., Billh. Mühlenweg 1, ✉ 27 <box>1005 1708 1240 1723</box>
directory-entry: — Herm., Architect, Heinr. Hertzstr. 49, ✉ <box>463 1841 721 1856</box>
directory-entry: — J. H., Tornquiststr. 16, ✉ 19 <box>734 864 911 879</box>
directory-entry: — H., Ober-Postassistent, Eidelstedterweg 50, ✉ 30 <box>192 1057 450 1086</box>
directory-entry: — Robert, Eilbeckerweg, 26/28, ✉ 23 <box>734 1160 954 1175</box>
